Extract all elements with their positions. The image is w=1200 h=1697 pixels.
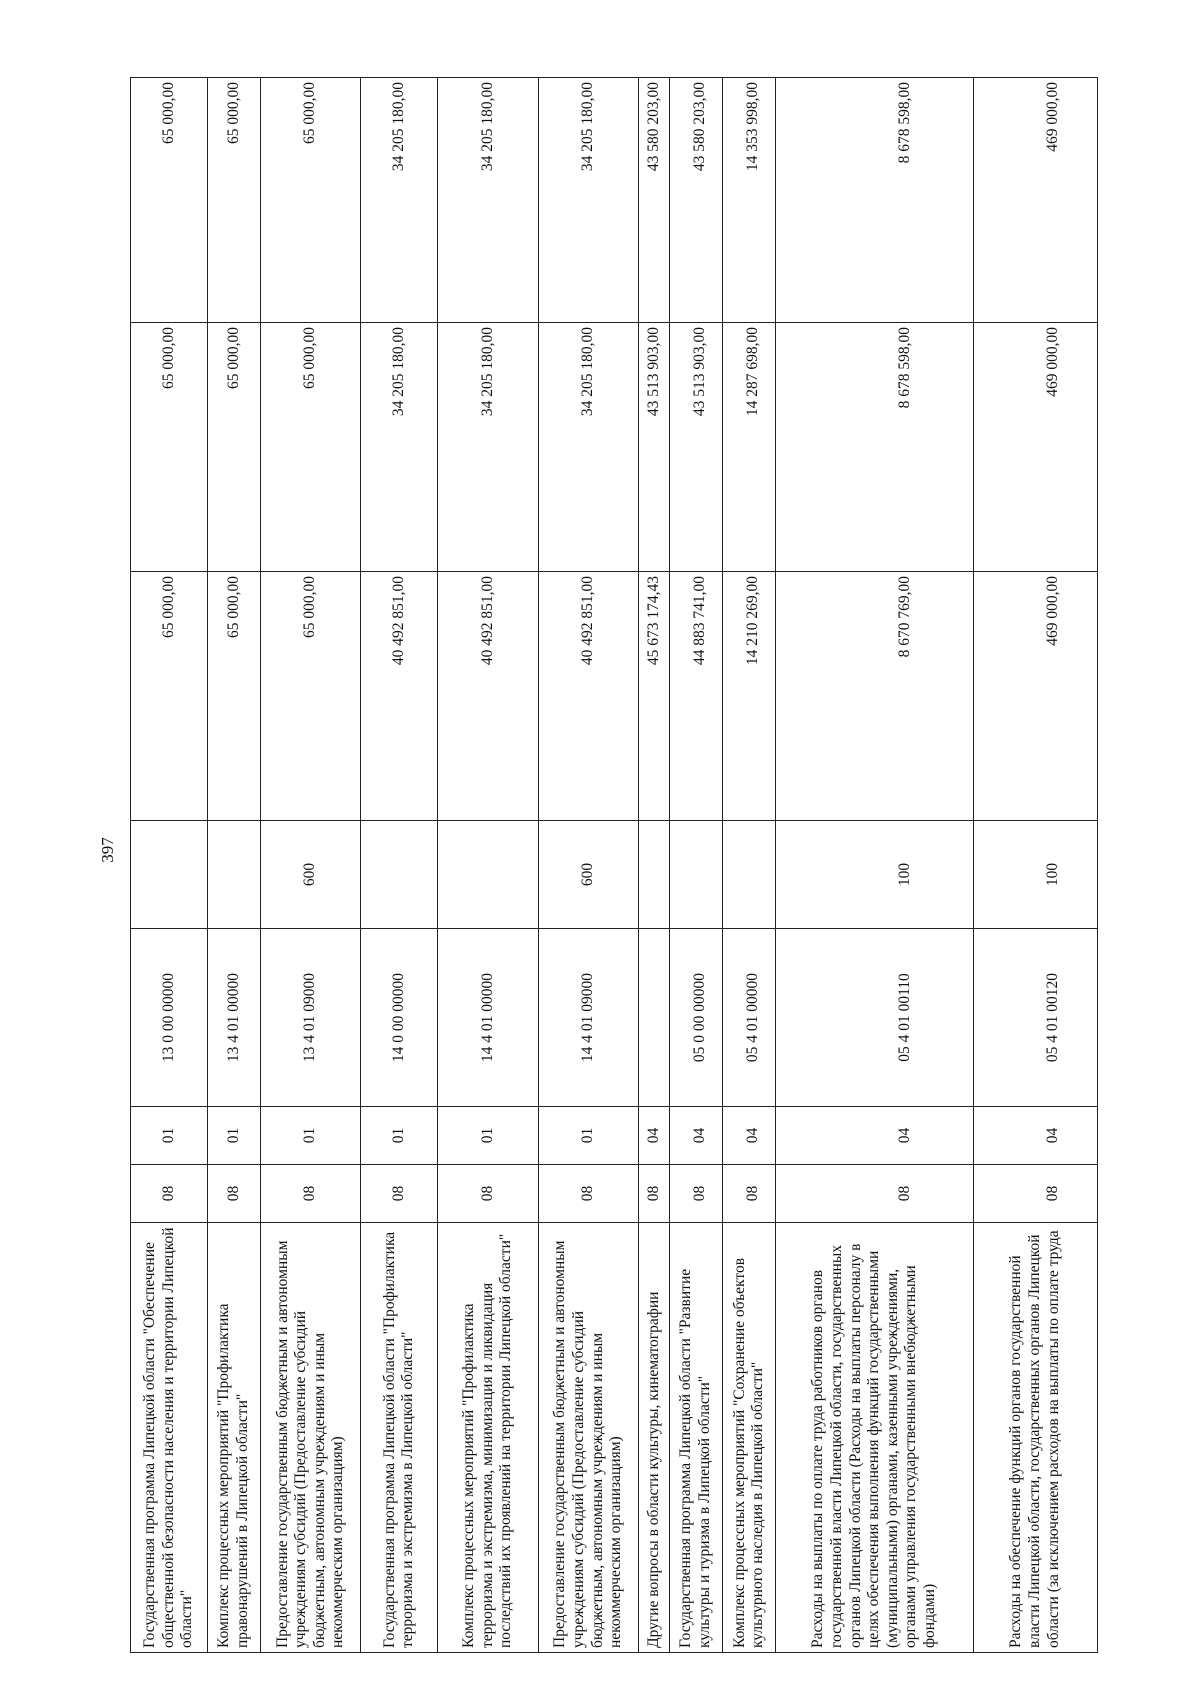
row-value-1: 45 673 174,43 <box>639 572 670 821</box>
row-name: Комплекс процессных мероприятий "Профилактика терроризма и экстремизма, минимизация и ликвидация последствий их проявлений на территории Липецкой области" <box>438 1223 538 1653</box>
row-gr: 08 <box>438 1165 538 1223</box>
row-csr: 05 4 01 00000 <box>723 929 776 1107</box>
row-value-3: 14 353 998,00 <box>723 78 776 323</box>
row-gr: 08 <box>538 1165 638 1223</box>
row-gr: 08 <box>776 1165 973 1223</box>
row-vr: 600 <box>538 821 638 929</box>
table-row <box>723 78 776 1653</box>
row-pr: 01 <box>438 1107 538 1165</box>
row-name: Предоставление государственным бюджетным и автономным учреждениям субсидий (Предоставление субсидий бюджетным, автономным учреждениям и иным некоммерческим организациям) <box>261 1223 361 1653</box>
row-value-1: 8 670 769,00 <box>776 572 973 821</box>
row-name: Расходы на обеспечение функций органов государственной власти Липецкой области, государственных органов Липецкой области (за исключением расходов на выплаты по оплате труда <box>973 1223 1097 1653</box>
page-number <box>88 820 128 880</box>
row-vr <box>669 821 722 929</box>
row-value-3: 8 678 598,00 <box>776 78 973 323</box>
row-csr: 14 0 00 00000 <box>361 929 438 1107</box>
row-csr: 14 4 01 00000 <box>438 929 538 1107</box>
table-row <box>538 78 638 1653</box>
row-pr: 01 <box>361 1107 438 1165</box>
row-value-2: 34 205 180,00 <box>538 323 638 572</box>
row-value-1: 65 000,00 <box>261 572 361 821</box>
row-pr: 04 <box>639 1107 670 1165</box>
row-vr <box>723 821 776 929</box>
row-csr: 05 4 01 00120 <box>973 929 1097 1107</box>
page-number-text: 397 <box>98 837 117 863</box>
row-value-1: 40 492 851,00 <box>538 572 638 821</box>
row-pr: 01 <box>538 1107 638 1165</box>
row-gr: 08 <box>131 1165 208 1223</box>
row-gr: 08 <box>261 1165 361 1223</box>
row-name: Государственная программа Липецкой области "Обеспечение общественной безопасности населения и территории Липецкой области" <box>131 1223 208 1653</box>
row-pr: 04 <box>973 1107 1097 1165</box>
table-row <box>361 78 438 1653</box>
row-vr: 600 <box>261 821 361 929</box>
row-vr: 100 <box>973 821 1097 929</box>
row-vr <box>361 821 438 929</box>
row-name: Другие вопросы в области культуры, кинематографии <box>639 1223 670 1653</box>
row-value-1: 65 000,00 <box>131 572 208 821</box>
row-value-1: 469 000,00 <box>973 572 1097 821</box>
row-pr: 01 <box>131 1107 208 1165</box>
table-row <box>669 78 722 1653</box>
row-vr: 100 <box>776 821 973 929</box>
table-row <box>207 78 260 1653</box>
row-value-2: 65 000,00 <box>261 323 361 572</box>
row-vr <box>207 821 260 929</box>
row-value-3: 469 000,00 <box>973 78 1097 323</box>
row-value-2: 469 000,00 <box>973 323 1097 572</box>
row-csr: 05 4 01 00110 <box>776 929 973 1107</box>
row-gr: 08 <box>361 1165 438 1223</box>
row-value-3: 34 205 180,00 <box>361 78 438 323</box>
row-value-2: 8 678 598,00 <box>776 323 973 572</box>
budget-table-rotated <box>130 78 1098 1653</box>
row-pr: 04 <box>776 1107 973 1165</box>
row-name: Комплекс процессных мероприятий "Сохранение объектов культурного наследия в Липецкой области" <box>723 1223 776 1653</box>
row-vr <box>131 821 208 929</box>
row-value-2: 65 000,00 <box>207 323 260 572</box>
row-value-3: 65 000,00 <box>261 78 361 323</box>
row-pr: 04 <box>723 1107 776 1165</box>
row-csr: 13 4 01 00000 <box>207 929 260 1107</box>
row-vr <box>639 821 670 929</box>
row-gr: 08 <box>639 1165 670 1223</box>
row-pr: 04 <box>669 1107 722 1165</box>
budget-table <box>130 77 1098 1653</box>
row-value-1: 40 492 851,00 <box>361 572 438 821</box>
table-row <box>261 78 361 1653</box>
row-gr: 08 <box>723 1165 776 1223</box>
row-name: Предоставление государственным бюджетным и автономным учреждениям субсидий (Предоставление субсидий бюджетным, автономным учреждениям и иным некоммерческим организациям) <box>538 1223 638 1653</box>
row-value-1: 40 492 851,00 <box>438 572 538 821</box>
table-row <box>639 78 670 1653</box>
row-value-3: 43 580 203,00 <box>669 78 722 323</box>
row-value-1: 44 883 741,00 <box>669 572 722 821</box>
row-name: Государственная программа Липецкой области "Профилактика терроризма и экстремизма в Липецкой области" <box>361 1223 438 1653</box>
row-csr: 13 0 00 00000 <box>131 929 208 1107</box>
table-row <box>776 78 973 1653</box>
row-vr <box>438 821 538 929</box>
row-value-2: 65 000,00 <box>131 323 208 572</box>
table-row <box>438 78 538 1653</box>
row-value-3: 43 580 203,00 <box>639 78 670 323</box>
row-value-1: 14 210 269,00 <box>723 572 776 821</box>
row-csr <box>639 929 670 1107</box>
row-value-2: 34 205 180,00 <box>438 323 538 572</box>
row-pr: 01 <box>261 1107 361 1165</box>
row-pr: 01 <box>207 1107 260 1165</box>
row-name: Расходы на выплаты по оплате труда работников органов государственной власти Липецкой области, государственных органов Липецкой области (Расходы на выплаты персоналу в целях обеспечения выполнения функций государственными (муниципальными) органами, казенными учреждениями, органами управления государственными внебюджетными фондами) <box>776 1223 973 1653</box>
row-csr: 14 4 01 09000 <box>538 929 638 1107</box>
row-value-3: 34 205 180,00 <box>538 78 638 323</box>
row-name: Комплекс процессных мероприятий "Профилактика правонарушений в Липецкой области" <box>207 1223 260 1653</box>
row-csr: 13 4 01 09000 <box>261 929 361 1107</box>
row-value-1: 65 000,00 <box>207 572 260 821</box>
row-value-3: 34 205 180,00 <box>438 78 538 323</box>
row-csr: 05 0 00 00000 <box>669 929 722 1107</box>
row-value-2: 43 513 903,00 <box>669 323 722 572</box>
row-value-2: 34 205 180,00 <box>361 323 438 572</box>
row-value-2: 14 287 698,00 <box>723 323 776 572</box>
row-value-3: 65 000,00 <box>207 78 260 323</box>
table-row <box>973 78 1097 1653</box>
row-name: Государственная программа Липецкой области "Развитие культуры и туризма в Липецкой области" <box>669 1223 722 1653</box>
row-value-2: 43 513 903,00 <box>639 323 670 572</box>
row-gr: 08 <box>207 1165 260 1223</box>
row-value-3: 65 000,00 <box>131 78 208 323</box>
row-gr: 08 <box>973 1165 1097 1223</box>
row-gr: 08 <box>669 1165 722 1223</box>
table-row <box>131 78 208 1653</box>
